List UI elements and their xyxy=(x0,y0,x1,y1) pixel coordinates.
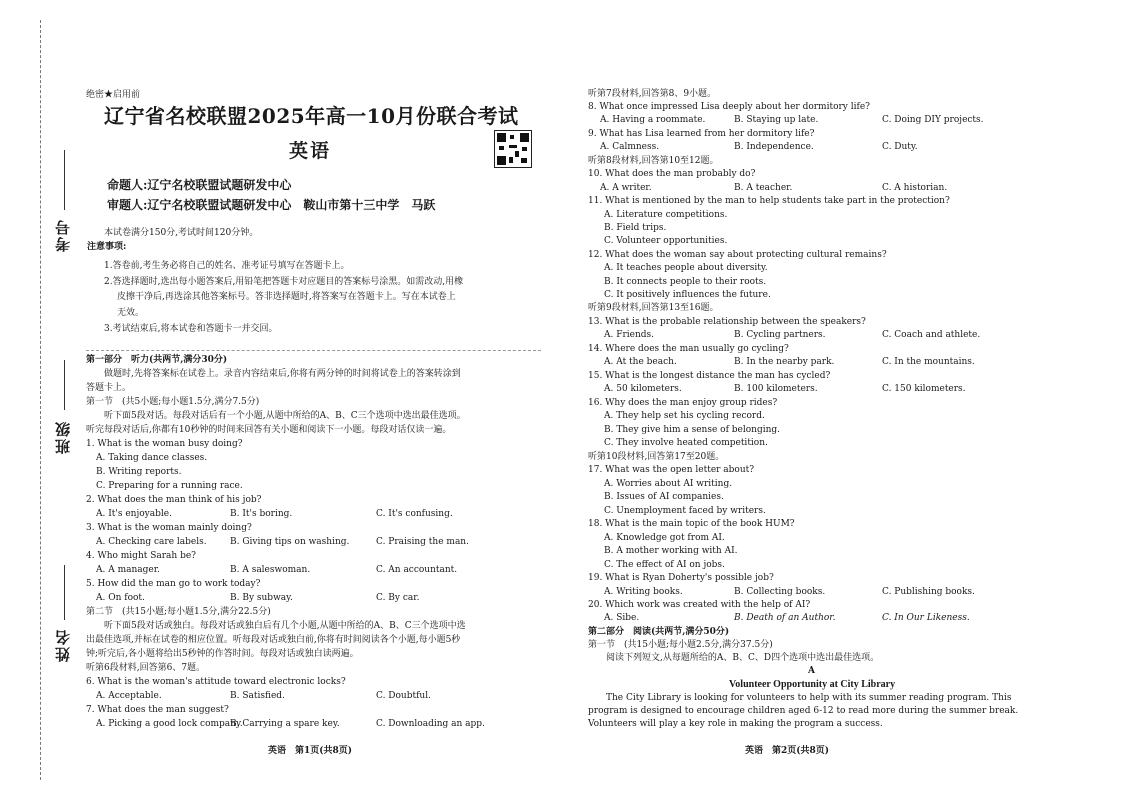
question: 13. What is the probable relationship between the speakers? xyxy=(588,317,866,327)
material-label: 听第9段材料,回答第13至16题。 xyxy=(588,303,719,313)
question: 16. Why does the man enjoy group rides? xyxy=(588,398,778,408)
question: 18. What is the main topic of the book HUM? xyxy=(588,519,795,529)
option[interactable]: C. The effect of AI on jobs. xyxy=(604,560,725,570)
question: 5. How did the man go to work today? xyxy=(86,579,261,589)
option[interactable]: B. Death of an Author. xyxy=(734,613,836,623)
option[interactable]: A. It's enjoyable. xyxy=(96,509,172,519)
option[interactable]: A. Friends. xyxy=(604,330,655,340)
option[interactable]: A. Acceptable. xyxy=(96,691,162,701)
question: 12. What does the woman say about protecting cultural remains? xyxy=(588,250,887,260)
material-label: 听第8段材料,回答第10至12题。 xyxy=(588,156,719,166)
score-info: 本试卷满分150分,考试时间120分钟。 xyxy=(104,228,259,238)
option[interactable]: A. Literature competitions. xyxy=(604,210,728,220)
option[interactable]: C. It's confusing. xyxy=(376,509,453,519)
page-footer: 英语 第2页(共8页) xyxy=(745,746,830,756)
question: 1. What is the woman busy doing? xyxy=(86,439,243,449)
option[interactable]: B. In the nearby park. xyxy=(734,357,835,367)
option[interactable]: B. Collecting books. xyxy=(734,587,826,597)
question: 14. Where does the man usually go cycling? xyxy=(588,344,789,354)
option[interactable]: B. Carrying a spare key. xyxy=(230,719,340,729)
option[interactable]: A. At the beach. xyxy=(604,357,677,367)
option[interactable]: B. Cycling partners. xyxy=(734,330,826,340)
question: 4. Who might Sarah be? xyxy=(86,551,196,561)
option[interactable]: A. 50 kilometers. xyxy=(604,384,682,394)
option[interactable]: A. Calmness. xyxy=(600,142,660,152)
option[interactable]: B. Satisfied. xyxy=(230,691,285,701)
option[interactable]: B. Issues of AI companies. xyxy=(604,492,724,502)
option[interactable]: B. Staying up late. xyxy=(734,115,819,125)
option[interactable]: C. Volunteer opportunities. xyxy=(604,236,728,246)
option[interactable]: C. Downloading an app. xyxy=(376,719,485,729)
question: 15. What is the longest distance the man has cycled? xyxy=(588,371,831,381)
divider xyxy=(86,350,541,351)
section1-heading: 第一节 (共5小题;每小题1.5分,满分7.5分) xyxy=(86,397,260,407)
part1-intro: 答题卡上。 xyxy=(86,383,132,393)
question: 2. What does the man think of his job? xyxy=(86,495,262,505)
part2-heading: 第二部分 阅读(共两节,满分50分) xyxy=(588,627,730,637)
option[interactable]: A. They help set his cycling record. xyxy=(604,411,765,421)
section2-heading: 第二节 (共15小题;每小题1.5分,满分22.5分) xyxy=(86,607,271,617)
question: 8. What once impressed Lisa deeply about her dormitory life? xyxy=(588,102,870,112)
option[interactable]: A. Having a roommate. xyxy=(600,115,706,125)
section1-intro: 听完每段对话后,你都有10秒钟的时间来回答有关小题和阅读下一小题。每段对话仅读一遍。 xyxy=(86,425,452,435)
passage-letter: A xyxy=(808,666,815,676)
passage-line: program is designed to encourage children aged 6-12 to read more during the summer break. xyxy=(588,706,1019,716)
option[interactable]: C. By car. xyxy=(376,593,420,603)
option[interactable]: C. Duty. xyxy=(882,142,918,152)
exam-title: 辽宁省名校联盟2025年高一10月份联合考试 xyxy=(104,104,519,128)
notes-title: 注意事项: xyxy=(87,242,127,252)
question: 9. What has Lisa learned from her dormitory life? xyxy=(588,129,815,139)
option[interactable]: C. Preparing for a running race. xyxy=(96,481,243,491)
option[interactable]: B. Field trips. xyxy=(604,223,667,233)
option[interactable]: A. A writer. xyxy=(600,183,652,193)
option[interactable]: B. A saleswoman. xyxy=(230,565,311,575)
option[interactable]: C. It positively influences the future. xyxy=(604,290,771,300)
part1-intro: 做题时,先将答案标在试卷上。录音内容结束后,你将有两分钟的时间将试卷上的答案转涂到 xyxy=(104,369,461,379)
exam-number-line xyxy=(64,150,65,210)
note-line: 1.答卷前,考生务必将自己的姓名、准考证号填写在答题卡上。 xyxy=(104,261,350,271)
option[interactable]: C. Coach and athlete. xyxy=(882,330,981,340)
name-label: 姓名 xyxy=(54,628,72,662)
page-footer: 英语 第1页(共8页) xyxy=(268,746,353,756)
note-line: 2.答选择题时,选出每小题答案后,用铅笔把答题卡对应题目的答案标号涂黑。如需改动,用橡 xyxy=(104,277,464,287)
option[interactable]: B. Writing reports. xyxy=(96,467,182,477)
option[interactable]: C. In Our Likeness. xyxy=(882,613,970,623)
option[interactable]: C. Praising the man. xyxy=(376,537,469,547)
section2-intro: 听下面5段对话或独白。每段对话或独白后有几个小题,从题中所给的A、B、C三个选项中选 xyxy=(104,621,466,631)
binding-dashed-line xyxy=(40,20,41,780)
note-line: 皮擦干净后,再选涂其他答案标号。答非选择题时,将答案写在答题卡上。写在本试卷上 xyxy=(117,292,456,302)
option[interactable]: A. Sibe. xyxy=(604,613,640,623)
question: 3. What is the woman mainly doing? xyxy=(86,523,252,533)
option[interactable]: B. They give him a sense of belonging. xyxy=(604,425,781,435)
section1-intro: 听下面5段对话。每段对话后有一个小题,从题中所给的A、B、C三个选项中选出最佳选项。 xyxy=(104,411,466,421)
confidential-mark: 绝密★启用前 xyxy=(86,90,141,100)
class-line xyxy=(64,360,65,410)
option[interactable]: B. Independence. xyxy=(734,142,814,152)
option[interactable]: B. A mother working with AI. xyxy=(604,546,738,556)
option[interactable]: A. Writing books. xyxy=(604,587,683,597)
subject-title: 英语 xyxy=(289,140,332,162)
material-label: 听第10段材料,回答第17至20题。 xyxy=(588,452,725,462)
option[interactable]: B. A teacher. xyxy=(734,183,793,193)
question: 20. Which work was created with the help of AI? xyxy=(588,600,811,610)
option[interactable]: A. Checking care labels. xyxy=(96,537,207,547)
exam-number-label: 考号 xyxy=(54,218,72,252)
option[interactable]: C. They involve heated competition. xyxy=(604,438,768,448)
option[interactable]: C. An accountant. xyxy=(376,565,458,575)
question: 7. What does the man suggest? xyxy=(86,705,229,715)
question: 10. What does the man probably do? xyxy=(588,169,756,179)
section2-intro: 钟;听完后,各小题将给出5秒钟的作答时间。每段对话或独白读两遍。 xyxy=(86,649,359,659)
material-label: 听第7段材料,回答第8、9小题。 xyxy=(588,89,717,99)
question: 11. What is mentioned by the man to help students take part in the protection? xyxy=(588,196,950,206)
option[interactable]: A. Knowledge got from AI. xyxy=(604,533,725,543)
material-label: 听第6段材料,回答第6、7题。 xyxy=(86,663,206,673)
question: 6. What is the woman's attitude toward electronic locks? xyxy=(86,677,346,687)
reading-section1-heading: 第一节 (共15小题;每小题2.5分,满分37.5分) xyxy=(588,640,773,650)
option[interactable]: B. Giving tips on washing. xyxy=(230,537,350,547)
question: 17. What was the open letter about? xyxy=(588,465,755,475)
option[interactable]: A. Taking dance classes. xyxy=(96,453,208,463)
option[interactable]: C. Doubtful. xyxy=(376,691,431,701)
option[interactable]: C. A historian. xyxy=(882,183,948,193)
option[interactable]: A. On foot. xyxy=(96,593,145,603)
option[interactable]: B. By subway. xyxy=(230,593,293,603)
note-line: 无效。 xyxy=(117,308,145,318)
passage-line: The City Library is looking for volunteers to help with its summer reading program. This xyxy=(606,693,1012,703)
passage-title: Volunteer Opportunity at City Library xyxy=(729,679,896,690)
option[interactable]: C. In the mountains. xyxy=(882,357,975,367)
reviewer-line: 审题人:辽宁名校联盟试题研发中心 鞍山市第十三中学 马跃 xyxy=(107,198,436,212)
qr-code-icon xyxy=(494,130,532,168)
option[interactable]: C. Doing DIY projects. xyxy=(882,115,984,125)
option[interactable]: B. 100 kilometers. xyxy=(734,384,818,394)
option[interactable]: C. Unemployment faced by writers. xyxy=(604,506,766,516)
class-label: 班级 xyxy=(54,420,72,454)
option[interactable]: B. It's boring. xyxy=(230,509,293,519)
section2-intro: 出最佳选项,并标在试卷的相应位置。听每段对话或独白前,你将有时间阅读各个小题,每小题5秒 xyxy=(86,635,461,645)
option[interactable]: A. A manager. xyxy=(96,565,160,575)
author-line: 命题人:辽宁名校联盟试题研发中心 xyxy=(107,178,292,192)
name-line xyxy=(64,565,65,620)
option[interactable]: C. Publishing books. xyxy=(882,587,975,597)
reading-section1-intro: 阅读下列短文,从每题所给的A、B、C、D四个选项中选出最佳选项。 xyxy=(606,653,880,663)
option[interactable]: A. Worries about AI writing. xyxy=(604,479,733,489)
option[interactable]: A. Picking a good lock company. xyxy=(96,719,243,729)
option[interactable]: A. It teaches people about diversity. xyxy=(604,263,768,273)
passage-line: Volunteers will play a key role in making the program a success. xyxy=(588,719,883,729)
option[interactable]: B. It connects people to their roots. xyxy=(604,277,767,287)
question: 19. What is Ryan Doherty's possible job? xyxy=(588,573,774,583)
note-line: 3.考试结束后,将本试卷和答题卡一并交回。 xyxy=(104,324,278,334)
option[interactable]: C. 150 kilometers. xyxy=(882,384,966,394)
part1-heading: 第一部分 听力(共两节,满分30分) xyxy=(86,355,228,365)
